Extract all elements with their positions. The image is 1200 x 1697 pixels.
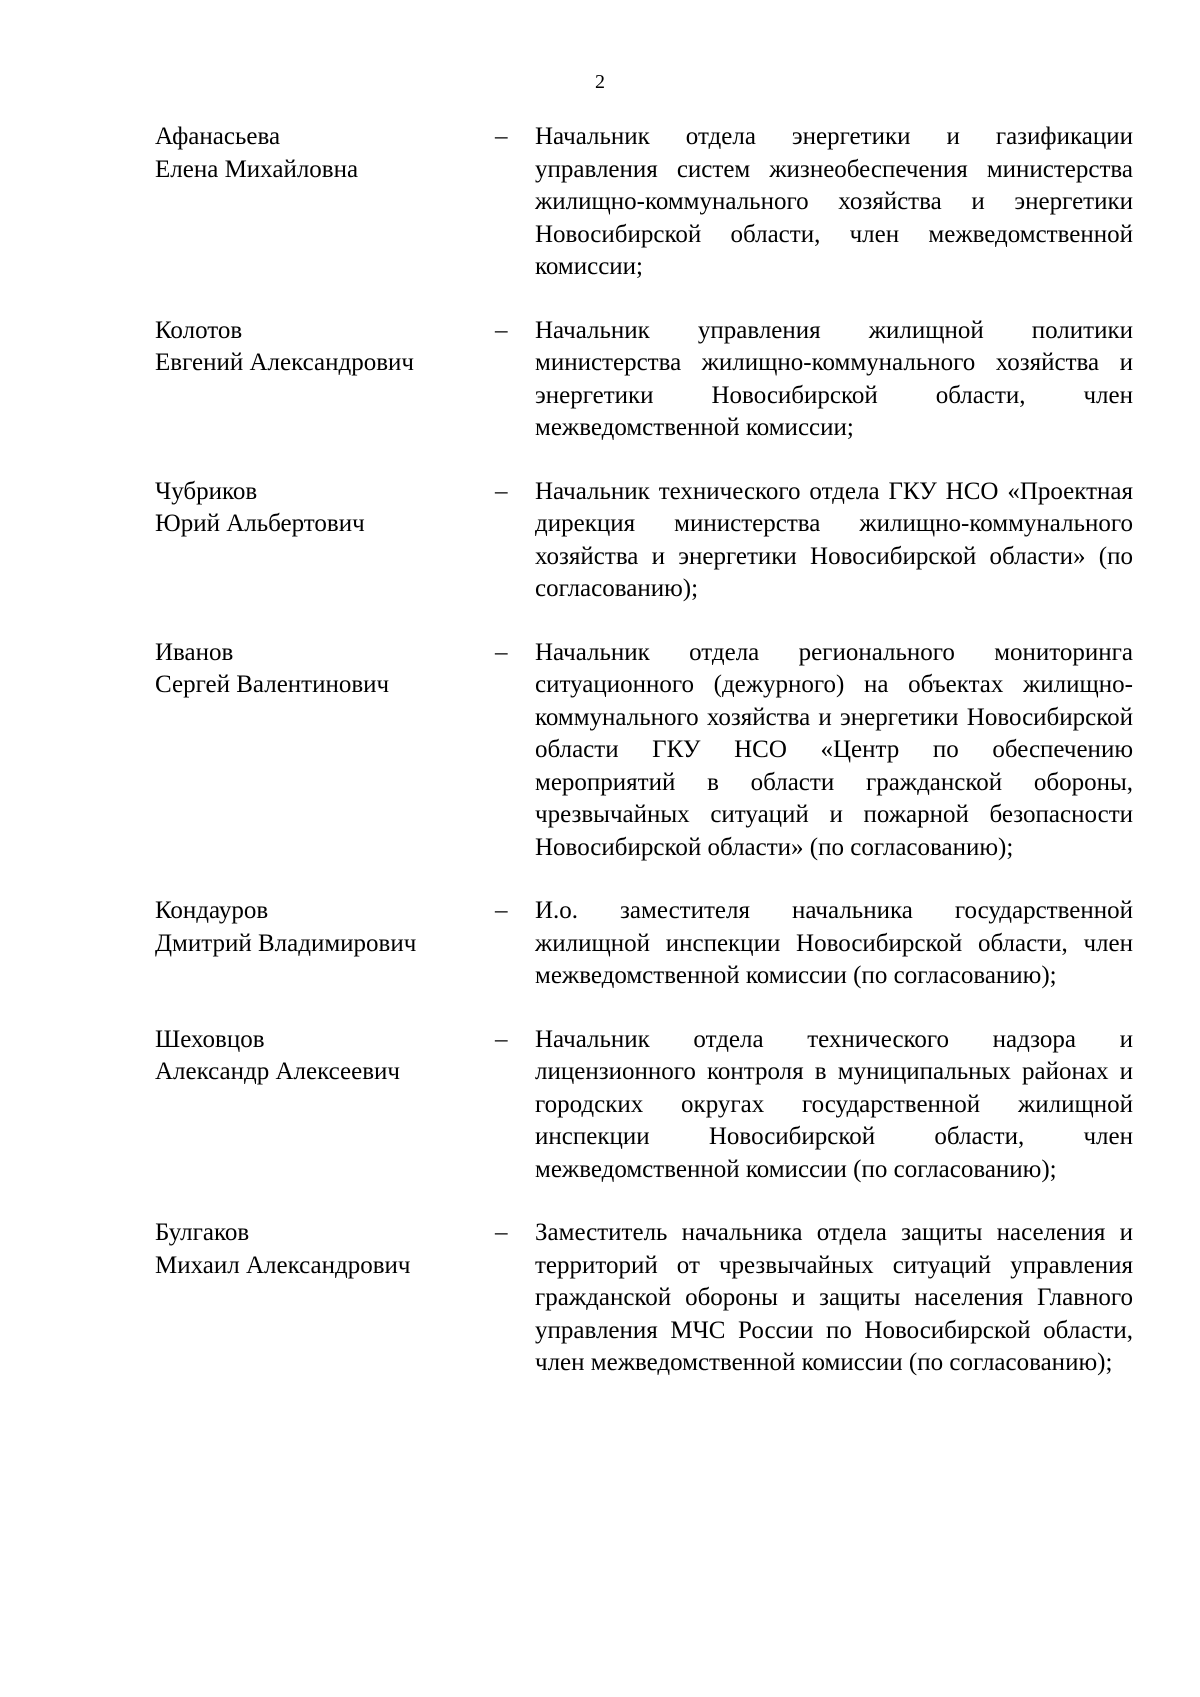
- page-number: 2: [595, 71, 605, 93]
- dash-separator: –: [495, 477, 508, 505]
- member-name: [155, 1217, 485, 1282]
- member-position: Начальник управления жилищной политики министерства жилищно-коммунального хозяйства и энергетики Новосибирской области, член межведомственной комиссии;: [535, 316, 1133, 441]
- member-given-names: Дмитрий Владимирович: [155, 929, 417, 957]
- dash-separator: –: [495, 897, 508, 924]
- member-entry: [155, 1217, 1133, 1380]
- member-given-names: Сергей Валентинович: [155, 671, 390, 698]
- member-surname: Шеховцов: [155, 1025, 265, 1053]
- member-given-names: Александр Алексеевич: [155, 1058, 400, 1085]
- dash-separator: –: [495, 1025, 508, 1053]
- dash-separator: –: [495, 123, 508, 150]
- member-position: Начальник отдела энергетики и газификации управления систем жизнеобеспечения министерства жилищно-коммунального хозяйства и энергетики Новосибирской области, член межведомственной комиссии;: [535, 123, 1133, 280]
- member-name: [155, 121, 485, 186]
- member-entry: [155, 315, 1133, 445]
- member-position: И.о. заместителя начальника государственной жилищной инспекции Новосибирской области, член межведомственной комиссии (по согласованию);: [535, 897, 1133, 989]
- member-given-names: Елена Михайловна: [155, 155, 359, 183]
- member-entry: [155, 1024, 1133, 1187]
- member-name: [155, 637, 485, 702]
- member-name: [155, 476, 485, 541]
- dash-separator: –: [495, 1219, 508, 1246]
- dash-separator: –: [495, 316, 508, 344]
- member-position: Начальник технического отдела ГКУ НСО «Проектная дирекция министерства жилищно-коммунального хозяйства и энергетики Новосибирской области» (по согласованию);: [535, 477, 1133, 602]
- commission-member-list: [155, 121, 1133, 1411]
- member-position: Заместитель начальника отдела защиты населения и территорий от чрезвычайных ситуаций управления гражданской обороны и защиты населения Главного управления МЧС России по Новосибирской области, член межведомственной комиссии (по согласованию);: [535, 1219, 1133, 1376]
- member-surname: Иванов: [155, 638, 234, 666]
- member-given-names: Евгений Александрович: [155, 349, 414, 376]
- member-position: Начальник отдела технического надзора и лицензионного контроля в муниципальных районах и городских округах государственной жилищной инспекции Новосибирской области, член межведомственной комиссии (по согласованию);: [535, 1025, 1133, 1183]
- member-surname: Кондауров: [155, 897, 269, 924]
- member-entry: [155, 637, 1133, 865]
- member-name: [155, 895, 485, 960]
- member-surname: Булгаков: [155, 1219, 250, 1246]
- member-name: [155, 315, 485, 380]
- dash-separator: –: [495, 638, 508, 666]
- member-position: Начальник отдела регионального мониторинга ситуационного (дежурного) на объектах жилищно-коммунального хозяйства и энергетики Новосибирской области ГКУ НСО «Центр по обеспечению мероприятий в области гражданской обороны, чрезвычайных ситуаций и пожарной безопасности Новосибирской области» (по согласованию);: [535, 638, 1133, 861]
- member-given-names: Юрий Альбертович: [155, 510, 365, 537]
- member-entry: [155, 476, 1133, 606]
- member-surname: Афанасьева: [155, 123, 281, 150]
- member-surname: Чубриков: [155, 477, 258, 505]
- member-name: [155, 1024, 485, 1089]
- member-entry: [155, 895, 1133, 993]
- member-surname: Колотов: [155, 316, 243, 344]
- member-given-names: Михаил Александрович: [155, 1251, 411, 1279]
- member-entry: [155, 121, 1133, 284]
